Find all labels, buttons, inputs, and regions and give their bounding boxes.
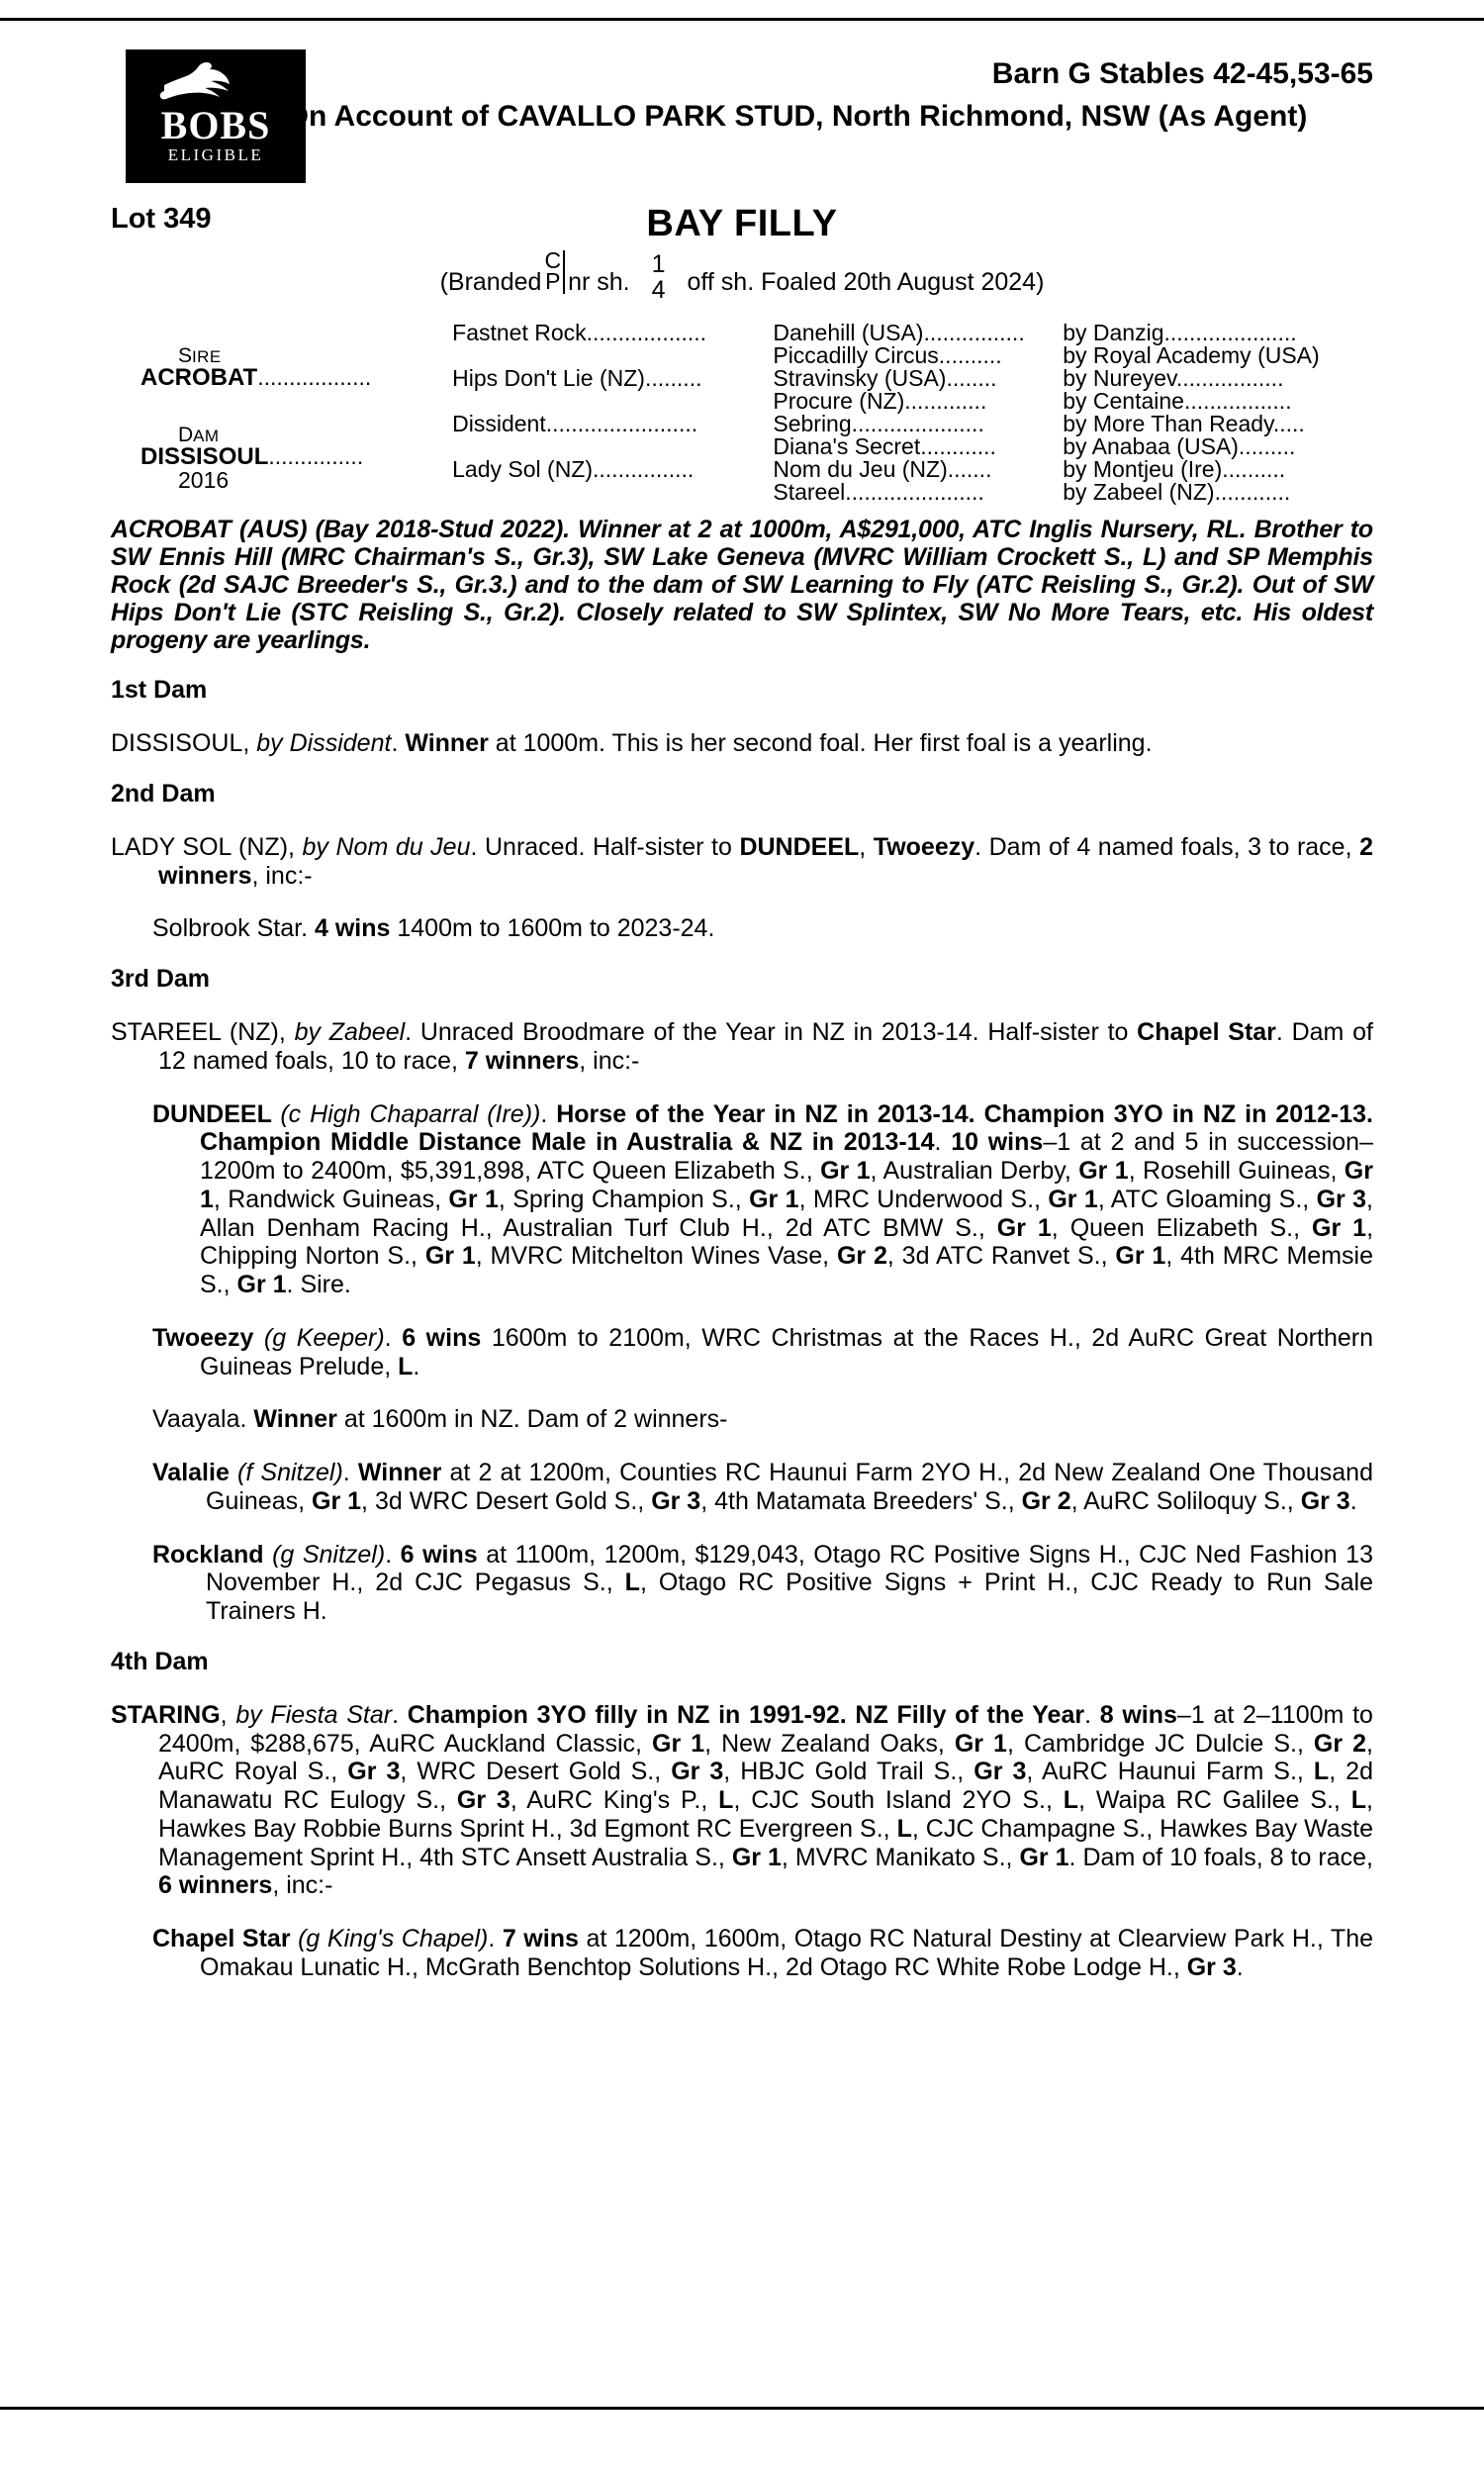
pedigree-great-grandparent-cell: Danehill (USA)................ — [773, 320, 1025, 345]
fraction-denominator: 4 — [651, 275, 666, 304]
pedigree-dam-name: DISSISOUL............... — [140, 443, 364, 470]
pedigree-row — [111, 413, 1373, 435]
brand-mark-icon — [544, 247, 565, 295]
pedigree-entry: Valalie (f Snitzel). Winner at 2 at 1200m, Counties RC Haunui Farm 2YO H., 2d New Zealand One Thousand Guineas, Gr 1, 3d WRC Desert Gold S., Gr 3, 4th Matamata Breeders' S., Gr 2, AuRC Soliloquy S., Gr 3. — [152, 1459, 1373, 1515]
pedigree-sire-of-cell: by More Than Ready..... — [1063, 411, 1305, 436]
pedigree-grandparent-cell: Dissident........................ — [452, 411, 698, 436]
barn-stables-label: Barn G Stables 42-45,53-65 — [991, 57, 1373, 90]
pedigree-row — [111, 322, 1373, 344]
pedigree-entry: LADY SOL (NZ), by Nom du Jeu. Unraced. Half-sister to DUNDEEL, Twoeezy. Dam of 4 named foals, 3 to race, 2 winners, inc:- — [111, 832, 1373, 890]
branded-suffix: off sh. Foaled 20th August 2024) — [687, 268, 1045, 296]
pedigree-grandparent-cell: Lady Sol (NZ)................ — [452, 456, 695, 482]
pedigree-sire-of-cell: by Nureyev................. — [1063, 365, 1284, 391]
branded-mid: nr sh. — [568, 268, 630, 296]
sire-summary-paragraph: ACROBAT (AUS) (Bay 2018-Stud 2022). Winner at 2 at 1000m, A$291,000, ATC Inglis Nursery, RL. Brother to SW Ennis Hill (MRC Chairman's S., Gr.3), SW Lake Geneva (MVRC William Crockett S., L) and SP Memphis Rock (2d SAJC Breeder's S., Gr.3.) and to the dam of SW Learning to Fly (ATC Reisling S., Gr.2). Out of SW Hips Don't Lie (STC Reisling S., Gr.2). Closely related to SW Splintex, SW No More Tears, etc. His oldest progeny are yearlings. — [111, 516, 1373, 654]
pedigree-entry: DUNDEEL (c High Chaparral (Ire)). Horse of the Year in NZ in 2013-14. Champion 3YO in NZ in 2012-13. Champion Middle Distance Male in Australia & NZ in 2013-14. 10 wins–1 at 2 and 5 in succession–1200m to 2400m, $5,391,898, ATC Queen Elizabeth S., Gr 1, Australian Derby, Gr 1, Rosehill Guineas, Gr 1, Randwick Guineas, Gr 1, Spring Champion S., Gr 1, MRC Underwood S., Gr 1, ATC Gloaming S., Gr 3, Allan Denham Racing H., Australian Turf Club H., 2d ATC BMW S., Gr 1, Queen Elizabeth S., Gr 1, Chipping Norton S., Gr 1, MVRC Mitchelton Wines Vase, Gr 2, 3d ATC Ranvet S., Gr 1, 4th MRC Memsie S., Gr 1. Sire. — [152, 1099, 1374, 1298]
dam-heading: 4th Dam — [111, 1647, 209, 1675]
branding-line — [111, 247, 1373, 316]
pedigree-great-grandparent-cell: Diana's Secret............ — [773, 433, 996, 459]
pedigree-entry: DISSISOUL, by Dissident. Winner at 1000m. This is her second foal. Her first foal is a yearling. — [111, 729, 1153, 757]
pedigree-sire-of-cell: by Centaine................. — [1063, 388, 1292, 414]
pedigree-grandparent-cell — [452, 435, 773, 458]
dam-heading: 3rd Dam — [111, 965, 211, 993]
pedigree-grandparent-cell — [452, 481, 773, 504]
brand-bar-icon — [563, 250, 565, 294]
pedigree-great-grandparent-cell: Procure (NZ)............. — [773, 388, 987, 414]
pedigree-sire-of-cell: by Anabaa (USA)......... — [1063, 433, 1296, 459]
pedigree-great-grandparent-cell: Piccadilly Circus.......... — [773, 342, 1002, 368]
dam-sections — [111, 676, 1373, 1982]
pedigree-entry: Chapel Star (g King's Chapel). 7 wins at 1200m, 1600m, Otago RC Natural Destiny at Clearview Park H., The Omakau Lunatic H., McGrath Benchtop Solutions H., 2d Otago RC White Robe Lodge H., Gr 3. — [152, 1925, 1374, 1981]
pedigree-entry: Rockland (g Snitzel). 6 wins at 1100m, 1200m, $129,043, Otago RC Positive Signs H., CJC Ned Fashion 13 November H., 2d CJC Pegasus S., L, Otago RC Positive Signs + Print H., CJC Ready to Run Sale Trainers H. — [152, 1540, 1374, 1625]
pedigree-entry: Twoeezy (g Keeper). 6 wins 1600m to 2100m, WRC Christmas at the Races H., 2d AuRC Great Northern Guineas Prelude, L. — [152, 1323, 1373, 1380]
brand-bottom-char: P — [545, 268, 561, 295]
brand-fraction — [652, 252, 666, 303]
pedigree-grandparent-cell: Fastnet Rock................... — [452, 320, 707, 345]
page-bottom-rule — [0, 2407, 1484, 2410]
pedigree-sire-of-cell: by Danzig..................... — [1063, 320, 1297, 345]
pedigree-sire-cell — [111, 322, 452, 413]
branded-prefix: (Branded — [439, 268, 542, 296]
pedigree-entry: Solbrook Star. 4 wins 1400m to 1600m to 2023-24. — [152, 914, 715, 943]
pedigree-great-grandparent-cell: Nom du Jeu (NZ)....... — [773, 456, 992, 482]
pedigree-entry: STARING, by Fiesta Star. Champion 3YO filly in NZ in 1991-92. NZ Filly of the Year. 8 wins–1 at 2–1100m to 2400m, $288,675, AuRC Auckland Classic, Gr 1, New Zealand Oaks, Gr 1, Cambridge JC Dulcie S., Gr 2, AuRC Royal S., Gr 3, WRC Desert Gold S., Gr 3, HBJC Gold Trail S., Gr 3, AuRC Haunui Farm S., L, 2d Manawatu RC Eulogy S., Gr 3, AuRC King's P., L, CJC South Island 2YO S., L, Waipa RC Galilee S., L, Hawkes Bay Robbie Burns Sprint H., 3d Egmont RC Evergreen S., L, CJC Champagne S., Hawkes Bay Waste Management Sprint H., 4th STC Ansett Australia S., Gr 1, MVRC Manikato S., Gr 1. Dam of 10 foals, 8 to race, 6 winners, inc:- — [111, 1700, 1373, 1900]
pedigree-table — [111, 322, 1373, 504]
dam-heading: 1st Dam — [111, 676, 208, 704]
lot-title-row — [111, 203, 1373, 254]
page-header — [111, 0, 1373, 203]
pedigree-great-grandparent-cell: Stravinsky (USA)........ — [773, 365, 997, 391]
pedigree-dam-label: DAM — [178, 424, 220, 446]
pedigree-entry: Vaayala. Winner at 1600m in NZ. Dam of 2 winners- — [152, 1405, 728, 1434]
pedigree-grandparent-cell — [452, 390, 773, 413]
pedigree-grandparent-cell: Hips Don't Lie (NZ)......... — [452, 365, 702, 391]
pedigree-entry: STAREEL (NZ), by Zabeel. Unraced Broodmare of the Year in NZ in 2013-14. Half-sister to Chapel Star. Dam of 12 named foals, 10 to race, 7 winners, inc:- — [111, 1018, 1373, 1075]
lot-number: Lot 349 — [111, 203, 212, 235]
pedigree-sire-of-cell: by Royal Academy (USA) — [1063, 342, 1320, 368]
fraction-numerator: 1 — [651, 250, 666, 278]
logo-subtitle: ELIGIBLE — [167, 145, 264, 164]
consignor-label: On Account of CAVALLO PARK STUD, North Richmond, NSW (As Agent) — [285, 100, 1308, 133]
pedigree-sire-name: ACROBAT.................. — [140, 363, 372, 391]
pedigree-great-grandparent-cell: Stareel...................... — [773, 479, 984, 505]
pedigree-dam-cell — [111, 413, 452, 504]
pedigree-dam-year: 2016 — [178, 467, 230, 493]
pedigree-sire-of-cell: by Montjeu (Ire).......... — [1063, 456, 1286, 482]
pedigree-sire-label: SIRE — [178, 343, 222, 367]
logo-wordmark: BOBS — [160, 103, 271, 147]
pedigree-grandparent-cell — [452, 344, 773, 367]
page-title: BAY FILLY — [646, 203, 838, 244]
dam-heading: 2nd Dam — [111, 779, 216, 808]
pedigree-great-grandparent-cell: Sebring..................... — [773, 411, 984, 436]
brand-top-char: C — [544, 247, 562, 273]
pedigree-sire-of-cell: by Zabeel (NZ)............ — [1063, 479, 1291, 505]
